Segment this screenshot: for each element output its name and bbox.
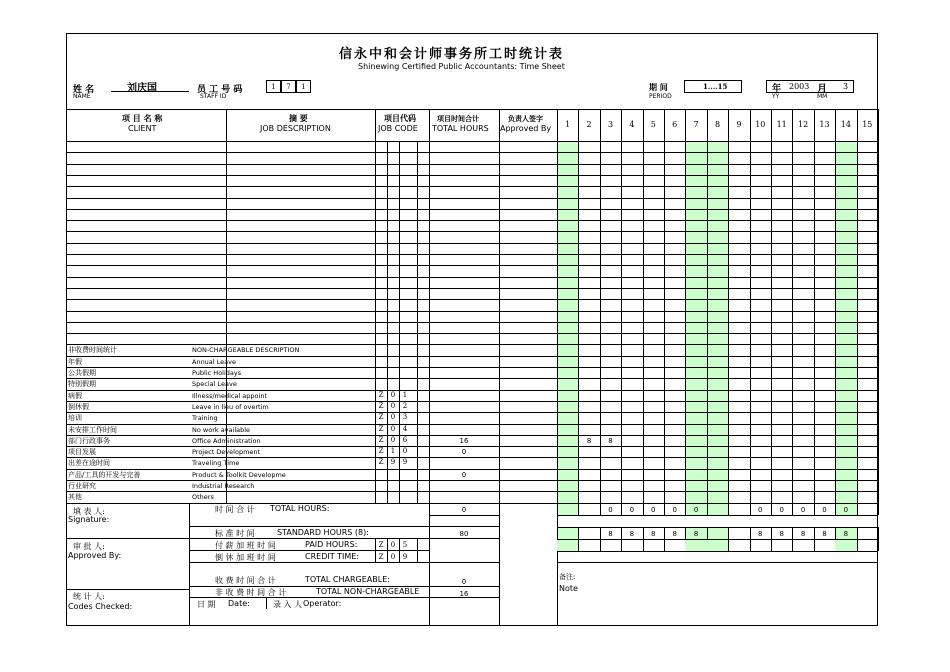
day-divider: [857, 527, 858, 539]
code-box-divider: [399, 538, 400, 562]
total-hours-en: TOTAL HOURS:: [270, 503, 330, 513]
weekend-total-cell: [557, 540, 578, 551]
table-row: [67, 491, 879, 492]
table-row: [67, 243, 879, 244]
job-header-en: JOB DESCRIPTION: [260, 124, 331, 133]
period-label-en: PERIOD: [649, 93, 672, 100]
job-code-char[interactable]: 6: [402, 435, 408, 444]
day-divider: [728, 109, 729, 503]
table-row: [67, 311, 879, 312]
day-divider: [857, 539, 858, 551]
day-header: 7: [693, 120, 699, 129]
header-bottom-border: [67, 141, 879, 142]
weekend-total-cell: [835, 540, 856, 551]
job-code-char[interactable]: Z: [378, 458, 384, 467]
nonchargeable-en: Office Administration: [192, 436, 261, 445]
footer-row: [557, 503, 878, 504]
operator-cn: 录 入 人: [273, 599, 303, 609]
paid-code-char[interactable]: 5: [402, 540, 408, 549]
job-header-cn: 摘 要: [289, 113, 308, 123]
day-header: 3: [607, 120, 614, 129]
footer-row: [429, 562, 499, 563]
footer-row: [67, 538, 189, 539]
nonchargeable-cn: 产品/工具的开发与完善: [68, 470, 141, 479]
table-row: [67, 288, 879, 289]
day-header: 12: [797, 120, 809, 129]
weekend-total-cell: [557, 527, 578, 539]
standard-day-value: 8: [758, 529, 763, 538]
footer-row: [557, 551, 878, 552]
credit-code-char[interactable]: Z: [378, 552, 384, 561]
nonchargeable-en: Traveling Time: [192, 459, 240, 468]
day-divider: [878, 503, 879, 515]
nonchargeable-cn: 病假: [68, 391, 82, 400]
total-day-value: 0: [800, 505, 806, 514]
total-day-value: 0: [672, 505, 677, 514]
client-header-en: CLIENT: [128, 124, 157, 133]
operator-en: Operator:: [303, 598, 342, 608]
job-code-char[interactable]: 0: [390, 413, 396, 422]
footer-row: [189, 562, 429, 563]
job-code-char[interactable]: Z: [378, 447, 384, 456]
standard-day-value: 8: [672, 529, 677, 538]
month-value: 3: [843, 82, 849, 91]
month-label-en: MM: [817, 93, 828, 100]
nonchargeable-cn: 项目发展: [68, 448, 96, 457]
standard-day-value: 8: [629, 529, 635, 538]
day-header: 10: [755, 120, 766, 129]
table-row: [67, 265, 879, 266]
footer-row: [189, 526, 499, 527]
day-divider: [878, 539, 879, 551]
table-row: [67, 277, 879, 278]
standard-cn: 标 准 时 间: [215, 528, 255, 538]
table-row: [67, 164, 879, 165]
total-day-value: 0: [651, 505, 656, 514]
table-row: [67, 424, 879, 425]
day-divider: [664, 539, 665, 551]
day-divider: [878, 109, 879, 503]
code-box-divider: [375, 538, 376, 562]
period-label-cn: 期 间: [649, 82, 668, 92]
codes-label-en: Codes Checked:: [68, 601, 133, 611]
total-hours-value: 0: [461, 505, 467, 514]
table-row: [67, 152, 879, 153]
nonchargeable-en: Product & Toolkit Developme: [192, 470, 286, 479]
table-row: [67, 480, 879, 481]
nonchargeable-en: Leave in lieu of overtim: [192, 402, 269, 411]
weekend-total-cell: [707, 540, 728, 551]
nonchargeable-en: Project Development: [192, 448, 261, 457]
paid-cn: 付 薪 加 班 时 间: [215, 540, 276, 550]
nonchargeable-en: NON-CHARGEABLE DESCRIPTION: [192, 346, 300, 355]
client-header-cn: 项 目 名 称: [122, 113, 163, 123]
nonchargeable-total-value: 16: [459, 589, 469, 598]
code-header-en: JOB CODE: [378, 124, 418, 133]
nonchargeable-en: Others: [192, 493, 214, 502]
nonchargeable-cn: 培训: [68, 414, 82, 423]
footer-row: [189, 538, 499, 539]
day-divider: [728, 503, 729, 515]
code-box-divider: [417, 538, 418, 562]
day-header: 15: [862, 120, 873, 129]
name-label-en: NAME: [73, 93, 91, 100]
table-row: [67, 401, 879, 402]
total-day-value: 0: [629, 505, 635, 514]
standard-day-value: 8: [800, 529, 806, 538]
footer-row: [557, 562, 878, 563]
job-code-char[interactable]: 0: [390, 424, 396, 433]
period-value: 1....15: [703, 82, 728, 91]
day-divider: [685, 109, 686, 503]
code-box-divider: [387, 538, 388, 562]
day-divider: [557, 527, 558, 539]
nonchargeable-cn: 年假: [68, 357, 82, 366]
year-label-en: YY: [772, 93, 780, 100]
table-row: [67, 412, 879, 413]
weekend-total-cell: [707, 527, 728, 539]
staff-id-digit[interactable]: 1: [266, 80, 281, 93]
title-en: Shinewing Certified Public Accountants: Time Sheet: [358, 62, 565, 71]
total-day-value: 0: [693, 505, 699, 514]
timesheet: [66, 33, 878, 626]
nonchargeable-cn: 行业研究: [68, 482, 96, 490]
table-row: [67, 344, 879, 345]
standard-day-value: 8: [822, 529, 827, 538]
approve-label-cn: 审 批 人:: [73, 541, 105, 551]
day-divider: [578, 539, 579, 551]
table-row: [67, 356, 879, 357]
hours-header-en: TOTAL HOURS: [432, 124, 489, 133]
day-divider: [707, 527, 708, 539]
weekend-total-cell: [685, 540, 706, 551]
day-divider: [771, 539, 772, 551]
nonchargeable-en: Special Leave: [192, 380, 237, 389]
day-divider: [578, 503, 579, 515]
table-row: [67, 446, 879, 447]
day-header: 11: [776, 120, 787, 129]
day-divider: [750, 109, 751, 503]
job-code-char[interactable]: 0: [390, 435, 396, 444]
date-cn: 日 期: [197, 599, 216, 609]
job-code-char[interactable]: 0: [402, 447, 408, 456]
table-row: [67, 231, 879, 232]
day-hours[interactable]: 8: [586, 436, 592, 445]
row-total-hours: 16: [459, 436, 469, 445]
note-cn: 备注:: [559, 572, 576, 581]
job-code-char[interactable]: 2: [402, 401, 408, 410]
job-code-char[interactable]: Z: [378, 424, 384, 433]
paid-en: PAID HOURS:: [305, 539, 358, 549]
day-divider: [728, 539, 729, 551]
footer-divider: [499, 503, 500, 625]
standard-day-value: 8: [843, 529, 849, 538]
paid-code-char[interactable]: 0: [390, 540, 396, 549]
job-code-char[interactable]: 1: [402, 390, 408, 399]
chargeable-en: TOTAL CHARGEABLE:: [305, 574, 390, 584]
staff-id-digit[interactable]: 7: [281, 80, 296, 93]
nonchargeable-cn: 公共假期: [68, 369, 96, 377]
job-code-char[interactable]: Z: [378, 401, 384, 410]
day-divider: [814, 109, 815, 503]
table-row: [67, 175, 879, 176]
day-header: 1: [565, 120, 571, 129]
standard-day-value: 8: [779, 529, 784, 538]
day-header: 8: [714, 120, 721, 129]
column-divider: [499, 109, 500, 503]
table-row: [67, 254, 879, 255]
total-day-value: 0: [608, 505, 613, 514]
footer-divider: [557, 503, 558, 625]
day-divider: [857, 109, 858, 503]
year-value: 2003: [789, 82, 810, 91]
staff-id-label-en: STAFF ID: [200, 93, 227, 100]
footer-row: [189, 550, 429, 551]
day-divider: [600, 539, 601, 551]
fill-label-cn: 填 表 人:: [73, 506, 105, 516]
spacer: [225, 345, 228, 502]
day-divider: [643, 109, 644, 503]
day-divider: [750, 539, 751, 551]
nonchargeable-en: No work available: [192, 425, 251, 434]
day-divider: [621, 539, 622, 551]
day-divider: [557, 109, 558, 503]
table-row: [67, 209, 879, 210]
hours-header-cn: 项目时间合计: [437, 114, 479, 123]
table-row: [67, 186, 879, 187]
table-row: [67, 435, 879, 436]
day-divider: [557, 503, 558, 515]
total-day-value: 0: [779, 505, 784, 514]
day-divider: [707, 503, 708, 515]
footer-row: [557, 527, 878, 528]
chargeable-cn: 收 费 时 间 合 计: [215, 575, 276, 585]
day-divider: [643, 539, 644, 551]
day-header: 13: [819, 120, 830, 129]
weekend-total-cell: [557, 503, 578, 515]
codes-label-cn: 统 计 人:: [73, 591, 105, 601]
nonchargeable-cn: 特别假期: [68, 380, 96, 389]
name-label-cn: 姓 名: [73, 85, 95, 95]
footer-row: [429, 515, 499, 516]
month-label-cn: 月: [817, 84, 827, 95]
footer-divider: [189, 503, 190, 625]
job-code-char[interactable]: 0: [390, 390, 396, 399]
nonchargeable-en: Annual Leave: [192, 357, 236, 366]
nonchargeable-cn: 未安排工作时间: [68, 425, 117, 434]
total-day-value: 0: [822, 505, 827, 514]
footer-row: [67, 589, 189, 590]
footer-row: [557, 515, 878, 516]
standard-value: 80: [459, 529, 469, 538]
staff-id-label-cn: 员 工 号 码: [197, 85, 243, 95]
nonchargeable-cn: 其他: [68, 493, 82, 502]
day-header: 6: [672, 120, 678, 129]
standard-day-value: 8: [608, 529, 613, 538]
nonchargeable-cn: 倒休假: [68, 402, 89, 411]
day-divider: [728, 527, 729, 539]
standard-day-value: 8: [651, 529, 656, 538]
paid-code-char[interactable]: Z: [378, 540, 384, 549]
name-value: 刘庆国: [127, 83, 157, 94]
staff-id-digit[interactable]: 1: [296, 80, 311, 93]
table-row: [67, 333, 879, 334]
nonchargeable-cn: 部门行政事务: [68, 436, 110, 445]
job-code-char[interactable]: 3: [402, 413, 408, 422]
day-divider: [792, 109, 793, 503]
nonchargeable-cn: 非收费时间统计: [68, 346, 117, 355]
day-header: 5: [650, 120, 656, 129]
day-header: 9: [736, 120, 742, 129]
credit-en: CREDIT TIME:: [305, 551, 360, 561]
nonchargeable-total-en: TOTAL NON-CHARGEABLE: [316, 586, 420, 596]
table-row: [67, 469, 879, 470]
footer-divider: [429, 503, 430, 625]
note-en: Note: [559, 583, 578, 593]
day-divider: [771, 109, 772, 503]
footer-row: [189, 597, 499, 598]
nonchargeable-cn: 出差在途时间: [68, 459, 110, 468]
day-header: 14: [840, 120, 851, 129]
approved-header-en: Approved By: [500, 124, 552, 133]
table-row: [67, 220, 879, 221]
standard-en: STANDARD HOURS (8):: [277, 527, 369, 537]
job-code-char[interactable]: 1: [390, 447, 396, 456]
day-header: 4: [629, 120, 635, 129]
day-divider: [664, 109, 665, 503]
footer-divider: [266, 597, 267, 609]
job-code-char[interactable]: Z: [378, 390, 384, 399]
credit-cn: 倒 休 加 班 时 间: [215, 552, 276, 562]
nonchargeable-total-cn: 非 收 费 时 间 合 计: [215, 587, 287, 597]
table-row: [67, 322, 879, 323]
table-row: [67, 457, 879, 458]
nonchargeable-en: Illness/medical appoint: [192, 391, 267, 400]
table-row: [67, 390, 879, 391]
total-day-value: 0: [843, 505, 849, 514]
credit-code-char[interactable]: 0: [390, 552, 396, 561]
day-divider: [814, 539, 815, 551]
credit-code-char[interactable]: 9: [402, 552, 408, 561]
weekend-total-cell: [707, 503, 728, 515]
table-top-border: [67, 109, 879, 110]
nonchargeable-en: Public Holidays: [192, 369, 242, 377]
job-code-char[interactable]: 9: [390, 458, 396, 467]
job-code-char[interactable]: 4: [402, 424, 408, 433]
day-divider: [707, 109, 708, 503]
day-divider: [621, 109, 622, 503]
job-code-char[interactable]: 0: [390, 401, 396, 410]
day-divider: [792, 539, 793, 551]
date-en: Date:: [228, 598, 250, 608]
job-code-char[interactable]: 9: [402, 458, 408, 467]
table-row: [67, 198, 879, 199]
row-total-hours: 0: [461, 470, 467, 479]
day-header: 2: [586, 120, 592, 129]
nonchargeable-en: Industrial Research: [192, 482, 255, 490]
approve-label-en: Approved By:: [68, 550, 122, 560]
approved-header-cn: 负责人签字: [508, 114, 543, 123]
total-day-value: 0: [758, 505, 763, 514]
chargeable-value: 0: [461, 577, 467, 586]
day-divider: [835, 109, 836, 503]
row-total-hours: 0: [461, 448, 467, 457]
standard-day-value: 8: [693, 529, 699, 538]
day-divider: [578, 527, 579, 539]
fill-label-en: Signature:: [68, 514, 110, 524]
year-label-cn: 年: [772, 84, 782, 94]
day-divider: [878, 527, 879, 539]
day-hours[interactable]: 8: [608, 436, 613, 445]
table-row: [67, 367, 879, 368]
table-row: [67, 299, 879, 300]
total-hours-cn: 时 间 合 计: [215, 504, 255, 514]
day-divider: [857, 503, 858, 515]
table-row: [67, 378, 879, 379]
job-code-char[interactable]: Z: [378, 413, 384, 422]
code-header-cn: 项目代码: [384, 113, 416, 123]
nonchargeable-en: Training: [192, 414, 218, 423]
title-cn: 信永中和会计师事务所工时统计表: [339, 47, 565, 62]
job-code-char[interactable]: Z: [378, 435, 384, 444]
